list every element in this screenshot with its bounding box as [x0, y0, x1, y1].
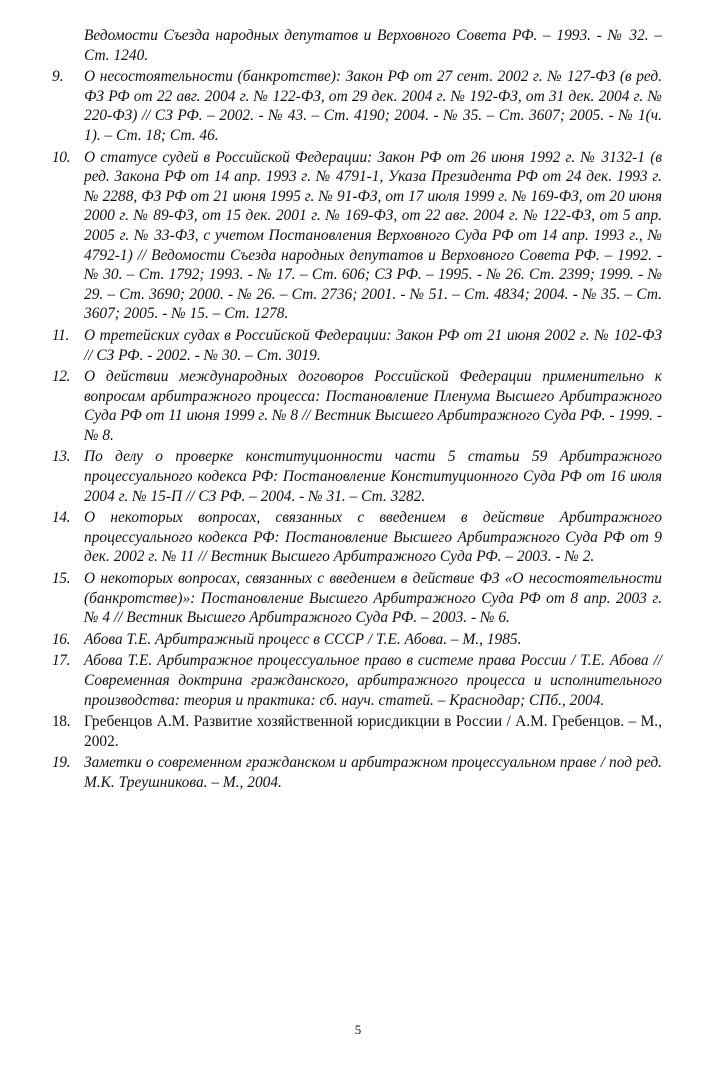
reference-number: 13. [52, 448, 71, 466]
reference-text: По делу о проверке конституционности части 5 статьи 59 Арбитражного процессуального кодекса РФ: Постановление Конституционного Суда РФ от 16 июля 2004 г. № 15-П // СЗ РФ. – 2004. - № 31. – Ст. 3282. [84, 448, 662, 505]
reference-item [52, 326, 662, 365]
reference-number: 16. [52, 630, 71, 648]
reference-text: О некоторых вопросах, связанных с введением в действие Арбитражного процессуального кодекса РФ: Постановление Высшего Арбитражного Суда РФ от 9 дек. 2002 г. № 11 // Вестник Высшего Арбитражного Суда РФ. – 2003. - № 2. [84, 509, 662, 566]
reference-text: Заметки о современном гражданском и арбитражном процессуальном праве / под ред. М.К. Треушникова. – М., 2004. [84, 754, 662, 791]
reference-item [52, 148, 662, 324]
reference-item [52, 26, 662, 65]
reference-item [52, 753, 662, 792]
reference-list [52, 26, 662, 795]
reference-number: 19. [52, 754, 71, 772]
reference-text: О третейских судах в Российской Федерации: Закон РФ от 21 июня 2002 г. № 102-ФЗ // СЗ РФ. - 2002. - № 30. – Ст. 3019. [84, 326, 662, 364]
reference-item [52, 712, 662, 751]
reference-number: 15. [52, 570, 71, 588]
reference-number: 17. [52, 652, 71, 670]
reference-text: Гребенцов А.М. Развитие хозяйственной юрисдикции в России / А.М. Гребенцов. – М., 2002. [84, 713, 662, 750]
reference-item [52, 447, 662, 506]
reference-item [52, 367, 662, 445]
reference-number: 12. [52, 368, 71, 386]
reference-text: О действии международных договоров Российской Федерации применительно к вопросам арбитражного процесса: Постановление Пленума Высшего Арбитражного Суда РФ от 11 июня 1999 г. № 8 // Вестник Высшего Арбитражного Суда РФ. - 1999. - № 8. [84, 368, 662, 444]
reference-number: 14. [52, 509, 71, 527]
reference-text: О статусе судей в Российской Федерации: Закон РФ от 26 июня 1992 г. № 3132-1 (в ред. Закона РФ от 14 апр. 1993 г. № 4791-1, Указа Президента РФ от 24 дек. 1993 г. № 2288, ФЗ РФ от 21 июня 1995 г. № 91-ФЗ, от 17 июля 1999 г. № 169-ФЗ, от 20 июня 2000 г. № 89-ФЗ, от 15 дек. 2001 г. № 169-ФЗ, от 22 авг. 2004 г. № 122-ФЗ, от 5 апр. 2005 г. № 33-ФЗ, с учетом Постановления Верховного Суда РФ от 14 апр. 1993 г., № 4792-1) // Ведомости Съезда народных депутатов и Верховного Совета РФ. – 1992. - № 30. – Ст. 1792; 1993. - № 17. – Ст. 606; СЗ РФ. – 1995. - № 26. Ст. 2399; 1999. - № 29. – Ст. 3690; 2000. - № 26. – Ст. 2736; 2001. - № 51. – Ст. 4834; 2004. - № 35. – Ст. 3607; 2005. - № 15. – Ст. 1278. [84, 148, 662, 323]
reference-item [52, 508, 662, 567]
reference-item [52, 569, 662, 628]
reference-item [52, 651, 662, 710]
reference-text: Ведомости Съезда народных депутатов и Верховного Совета РФ. – 1993. - № 32. – Ст. 1240. [84, 27, 662, 64]
reference-item [52, 630, 662, 650]
reference-number: 9. [52, 68, 64, 86]
reference-text: Абова Т.Е. Арбитражный процесс в СССР / Т.Е. Абова. – М., 1985. [84, 630, 522, 648]
reference-number: 10. [52, 148, 71, 166]
reference-text: О некоторых вопросах, связанных с введением в действие ФЗ «О несостоятельности (банкротстве)»: Постановление Высшего Арбитражного Суда РФ от 8 апр. 2003 г. № 4 // Вестник Высшего Арбитражного Суда РФ. – 2003. - № 6. [84, 570, 662, 627]
reference-number: 18. [52, 713, 71, 731]
reference-text: Абова Т.Е. Арбитражное процессуальное право в системе права России / Т.Е. Абова // Современная доктрина гражданского, арбитражного процесса и исполнительного производства: теория и практика: сб. науч. статей. – Краснодар; СПб., 2004. [84, 652, 662, 709]
reference-item [52, 67, 662, 145]
reference-number: 11. [52, 326, 69, 344]
page-number: 5 [354, 1022, 362, 1037]
reference-text: О несостоятельности (банкротстве): Закон РФ от 27 сент. 2002 г. № 127-ФЗ (в ред. ФЗ РФ от 22 авг. 2004 г. № 122-ФЗ, от 29 дек. 2004 г. № 192-ФЗ, от 31 дек. 2004 г. № 220-ФЗ) // СЗ РФ. – 2002. - № 43. – Ст. 4190; 2004. - № 35. – Ст. 3607; 2005. - № 1(ч. 1). – Ст. 18; Ст. 46. [84, 68, 662, 144]
